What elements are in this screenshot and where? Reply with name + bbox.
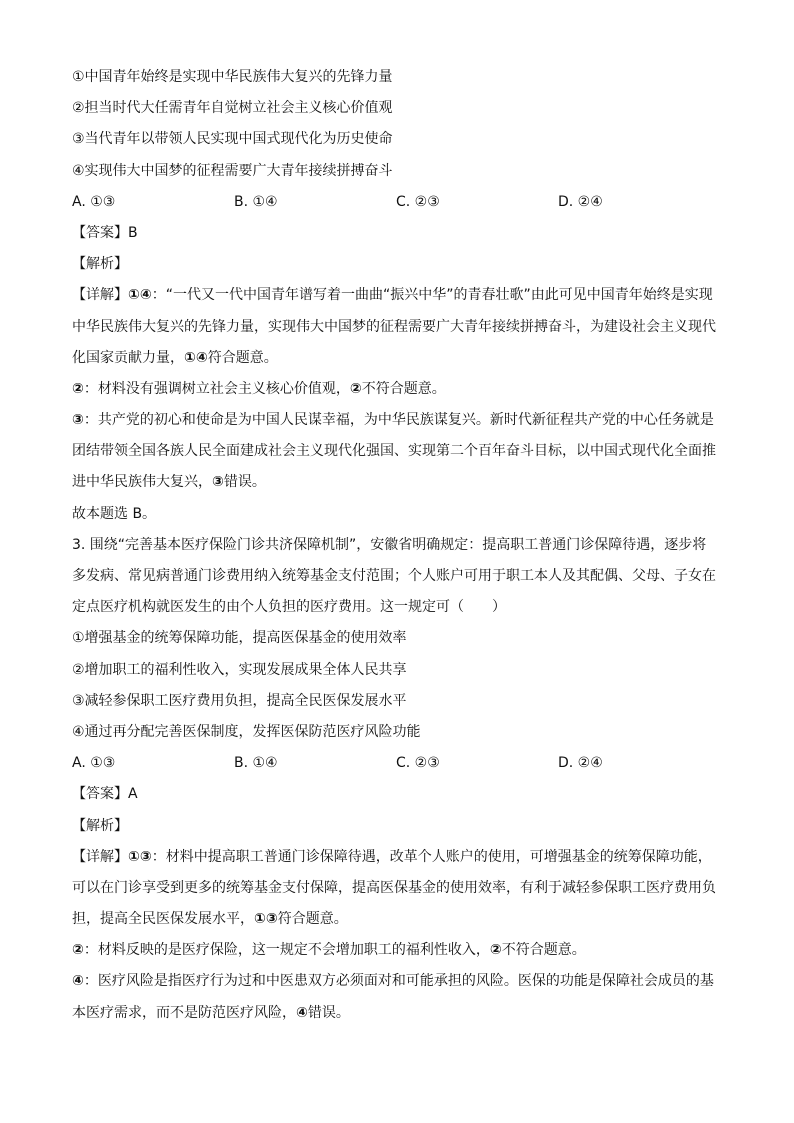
q3-detail-text-3: 担，提高全民医保发展水平， (72, 911, 254, 928)
q3-detail-text-6: 本医疗需求，而不是防范医疗风险， (72, 1004, 296, 1021)
q2-answer-label: 【答案】 (72, 224, 128, 241)
q3-answer-label: 【答案】 (72, 786, 128, 803)
q2-statement-1: ①中国青年始终是实现中华民族伟大复兴的先锋力量 (72, 69, 393, 85)
q2-detail-line-1 (72, 280, 724, 311)
q3-detail-mark-4b: ② (489, 942, 502, 959)
q2-detail-text-7: 进中华民族伟大复兴， (72, 474, 212, 491)
q2-detail-line-5 (72, 405, 724, 436)
q3-option-c: C. ②③ (396, 755, 440, 772)
q3-analysis-label: 【解析】 (72, 817, 128, 834)
q2-option-c: C. ②③ (396, 193, 440, 210)
q3-detail-text-3b: 符合题意。 (277, 911, 348, 928)
q3-answer-value: A (128, 786, 138, 803)
q3-detail-line-1 (72, 842, 724, 873)
q3-statement-4: ④通过再分配完善医保制度，发挥医保防范医疗风险功能 (72, 723, 421, 740)
q3-statement-1: ①增强基金的统筹保障功能，提高医保基金的使用效率 (72, 630, 407, 647)
q3-detail-marks: ①③ (128, 848, 152, 865)
q3-answer (72, 779, 724, 810)
q3-detail-text-4b: 不符合题意。 (501, 942, 586, 959)
q2-detail-line-7 (72, 467, 724, 498)
q3-detail-line-3 (72, 904, 724, 935)
q2-detail-mark-3: ①④ (184, 349, 208, 366)
q2-option-b: B. ①④ (234, 193, 278, 210)
q3-stem-line-2: 多发病、常见病普通门诊费用纳入统筹基金支付范围；个人账户可用于职工本人及其配偶、父母、子女在 (72, 568, 716, 584)
q2-statement-4: ④实现伟大中国梦的征程需要广大青年接续拼搏奋斗 (72, 162, 393, 179)
q3-detail-line-6 (72, 998, 724, 1029)
q3-detail-line-4 (72, 935, 724, 966)
q2-detail-text-3b: 符合题意。 (207, 349, 278, 366)
q3-detail-line-2: 可以在门诊享受到更多的统筹基金支付保障，提高医保基金的使用效率，有利于减轻参保职工医疗费用负 (72, 879, 716, 896)
q2-detail-label: 【详解】 (72, 287, 128, 304)
q2-options (72, 187, 724, 218)
q3-detail-label: 【详解】 (72, 848, 128, 865)
q2-detail-line-2: 中华民族伟大复兴的先锋力量，实现伟大中国梦的征程需要广大青年接续拼搏奋斗，为建设社会主义现代 (72, 318, 716, 335)
q2-option-d: D. ②④ (558, 193, 603, 210)
q3-detail-line-5 (72, 966, 724, 997)
q2-detail-text-3: 化国家贡献力量， (72, 349, 184, 366)
q3-statement-3: ③减轻参保职工医疗费用负担，提高全民医保发展水平 (72, 692, 407, 709)
q3-options (72, 748, 724, 779)
q3-detail-mark-5: ④ (72, 973, 84, 990)
q3-option-d: D. ②④ (558, 755, 603, 772)
q2-answer-value: B (128, 224, 138, 241)
q2-option-a: A. ①③ (72, 193, 116, 210)
q3-detail-mark-4: ② (72, 942, 84, 959)
q2-detail-mark-4b: ② (349, 380, 362, 397)
q2-detail-text-7b: 错误。 (223, 474, 266, 491)
document-page (72, 62, 724, 1029)
q3-stem-line-3: 定点医疗机构就医发生的由个人负担的医疗费用。这一规定可（ ） (72, 599, 506, 616)
q2-detail-text-1: ：“一代又一代中国青年谱写着一曲曲“振兴中华”的青春壮歌”由此可见中国青年始终是实现 (151, 287, 713, 304)
q2-statement-3: ③当代青年以带领人民实现中国式现代化为历史使命 (72, 131, 393, 148)
q2-detail-mark-7: ③ (212, 474, 224, 491)
q3-detail-mark-3: ①③ (254, 911, 278, 928)
q2-detail-marks: ①④ (128, 287, 152, 304)
q2-detail-mark-5: ③ (72, 412, 84, 429)
q3-detail-text-5: ：医疗风险是指医疗行为过和中医患双方必须面对和可能承担的风险。医保的功能是保障社会成员的基 (83, 973, 714, 990)
q2-detail-text-4: ：材料没有强调树立社会主义核心价值观， (83, 380, 350, 397)
q2-detail-mark-4: ② (72, 380, 84, 397)
q2-detail-text-5: ：共产党的初心和使命是为中国人民谋幸福，为中华民族谋复兴。新时代新征程共产党的中心任务就是 (83, 412, 714, 429)
q3-statement-2: ②增加职工的福利性收入，实现发展成果全体人民共享 (72, 661, 407, 678)
q3-option-b: B. ①④ (234, 755, 278, 772)
q2-detail-line-6: 团结带领全国各族人民全面建成社会主义现代化强国、实现第二个百年奋斗目标，以中国式现代化全面推 (72, 443, 716, 460)
q2-statement-2: ②担当时代大任需青年自觉树立社会主义核心价值观 (72, 100, 393, 117)
q2-analysis-label: 【解析】 (72, 256, 128, 273)
q2-detail-line-3 (72, 343, 724, 374)
q3-stem-line-1: 3. 围绕“完善基本医疗保险门诊共济保障机制”，安徽省明确规定：提高职工普通门诊保障待遇，逐步将 (72, 536, 707, 553)
q3-detail-text-4: ：材料反映的是医疗保险，这一规定不会增加职工的福利性收入， (83, 942, 490, 959)
q2-answer (72, 218, 724, 249)
q2-detail-text-4b: 不符合题意。 (361, 380, 446, 397)
q3-option-a: A. ①③ (72, 755, 116, 772)
q3-detail-text-6b: 错误。 (307, 1004, 350, 1021)
q3-detail-mark-6: ④ (296, 1004, 308, 1021)
q2-detail-line-4 (72, 374, 724, 405)
q3-detail-text-1: ：材料中提高职工普通门诊保障待遇，改革个人账户的使用，可增强基金的统筹保障功能， (151, 848, 712, 865)
q2-conclusion: 故本题选 B。 (72, 505, 157, 522)
